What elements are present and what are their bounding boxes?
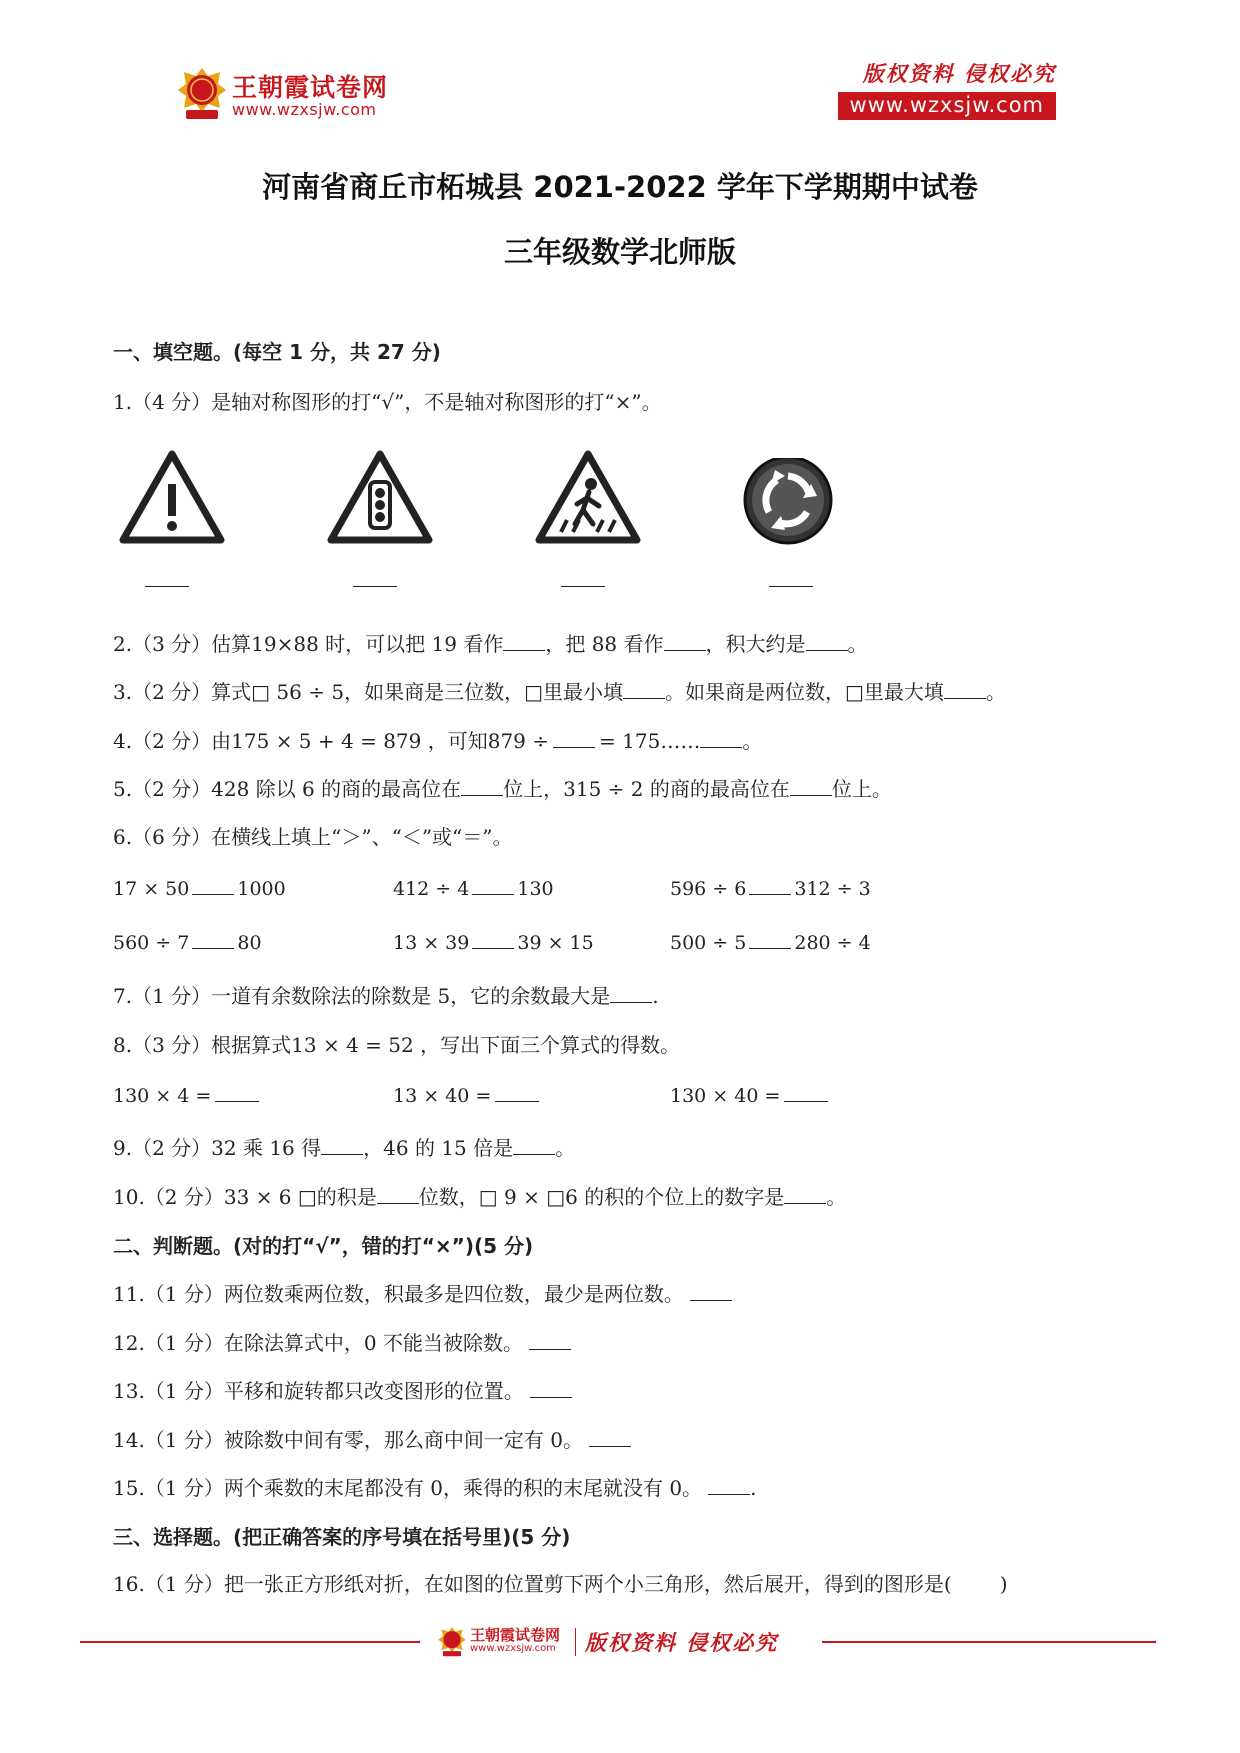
q9-blank-2[interactable] — [513, 1136, 555, 1155]
q9-text-c: 。 — [555, 1136, 576, 1160]
q5-blank-1[interactable] — [461, 777, 503, 796]
copyright-text: 版权资料 侵权必究 — [862, 61, 1056, 86]
q4-text-b: = 175…… — [599, 729, 701, 753]
question-13: 13.（1 分）平移和旋转都只改变图形的位置。 — [113, 1377, 572, 1405]
footer-emblem-icon — [437, 1626, 467, 1658]
q6-blank-4[interactable] — [192, 930, 234, 949]
q4-text-a: 4.（2 分）由175 × 5 + 4 = 879 ，可知879 ÷ — [113, 729, 550, 753]
q7-text-a: 7.（1 分）一道有余数除法的除数是 5，它的余数最大是 — [113, 984, 611, 1008]
exam-subtitle: 三年级数学北师版 — [503, 235, 736, 269]
question-2 — [113, 630, 868, 658]
question-10 — [113, 1183, 846, 1211]
footer-logo-url: www.wzxsjw.com — [470, 1643, 556, 1654]
q10-text-a: 10.（2 分）33 × 6 □的积是 — [113, 1185, 377, 1209]
q10-text-b: 位数，□ 9 × □6 的积的个位上的数字是 — [418, 1185, 785, 1209]
q2-text-c: ，积大约是 — [705, 632, 806, 656]
q2-text-a: 2.（3 分）估算19×88 时，可以把 19 看作 — [113, 632, 504, 656]
warning-sign-icon — [117, 448, 227, 548]
question-1: 1.（4 分）是轴对称图形的打“√”，不是轴对称图形的打“×”。 — [113, 390, 662, 414]
question-14: 14.（1 分）被除数中间有零，那么商中间一定有 0。 — [113, 1426, 631, 1454]
q6-item-5: 13 × 39 39 × 15 — [393, 932, 594, 954]
section1-heading: 一、填空题。(每空 1 分，共 27 分) — [113, 340, 441, 364]
q11-blank[interactable] — [690, 1282, 732, 1301]
footer-line-right — [822, 1641, 1156, 1643]
q6-blank-2[interactable] — [472, 876, 514, 895]
q15-blank[interactable] — [708, 1476, 750, 1495]
logo-url: www.wzxsjw.com — [232, 100, 377, 119]
q6-item-4: 560 ÷ 7 80 — [113, 932, 262, 954]
q6-item-6: 500 ÷ 5 280 ÷ 4 — [670, 932, 871, 954]
q8-blank-2[interactable] — [495, 1083, 539, 1102]
q4-text-c: 。 — [742, 729, 763, 753]
footer-line-left — [80, 1641, 420, 1643]
question-4 — [113, 727, 762, 755]
q5-text-c: 位上。 — [831, 777, 892, 801]
section3-heading: 三、选择题。(把正确答案的序号填在括号里)(5 分) — [113, 1525, 571, 1549]
q3-text-a: 3.（2 分）算式□ 56 ÷ 5，如果商是三位数，□里最小填 — [113, 680, 623, 704]
question-5 — [113, 775, 892, 803]
question-12: 12.（1 分）在除法算式中，0 不能当被除数。 — [113, 1329, 571, 1357]
q4-blank-1[interactable] — [553, 729, 595, 748]
q5-text-b: 位上，315 ÷ 2 的商的最高位在 — [503, 777, 790, 801]
q10-text-c: 。 — [826, 1185, 847, 1209]
q9-text-a: 9.（2 分）32 乘 16 得 — [113, 1136, 322, 1160]
q10-blank-2[interactable] — [784, 1185, 826, 1204]
footer-brand — [437, 1624, 817, 1660]
q8-blank-1[interactable] — [215, 1083, 259, 1102]
q5-text-a: 5.（2 分）428 除以 6 的商的最高位在 — [113, 777, 462, 801]
q13-blank[interactable] — [530, 1379, 572, 1398]
q5-blank-2[interactable] — [790, 777, 832, 796]
logo-emblem-icon — [176, 66, 228, 122]
exam-title: 河南省商丘市柘城县 2021-2022 学年下学期期中试卷 — [262, 170, 978, 204]
pedestrian-crossing-sign-icon — [533, 448, 643, 548]
question-16: 16.（1 分）把一张正方形纸对折，在如图的位置剪下两个小三角形，然后展开，得到的图形是( ) — [113, 1572, 1008, 1596]
question-9 — [113, 1134, 575, 1162]
q8-item-3: 130 × 40 = — [670, 1083, 828, 1109]
copyright-block — [816, 58, 1056, 120]
answer-blank-sign3[interactable] — [561, 586, 605, 587]
q2-blank-2[interactable] — [664, 632, 706, 651]
q6-blank-5[interactable] — [472, 930, 514, 949]
question-11: 11.（1 分）两位数乘两位数，积最多是四位数，最少是两位数。 — [113, 1280, 732, 1308]
q6-blank-1[interactable] — [192, 876, 234, 895]
q8-blank-3[interactable] — [784, 1083, 828, 1102]
q7-blank-1[interactable] — [610, 984, 652, 1003]
q14-blank[interactable] — [589, 1428, 631, 1447]
q2-text-d: 。 — [847, 632, 868, 656]
traffic-light-sign-icon — [325, 448, 435, 548]
q6-item-1: 17 × 50 1000 — [113, 878, 286, 900]
answer-blank-sign1[interactable] — [145, 586, 189, 587]
roundabout-sign-icon — [741, 458, 851, 558]
copyright-url: www.wzxsjw.com — [838, 92, 1056, 120]
question-7 — [113, 982, 659, 1010]
q6-blank-6[interactable] — [749, 930, 791, 949]
q4-blank-2[interactable] — [700, 729, 742, 748]
q6-blank-3[interactable] — [749, 876, 791, 895]
q3-text-b: 。如果商是两位数，□里最大填 — [664, 680, 944, 704]
header-logo — [176, 66, 406, 126]
question-6: 6.（6 分）在横线上填上“＞”、“＜”或“＝”。 — [113, 825, 513, 849]
q7-text-b: . — [652, 984, 659, 1008]
q3-text-c: 。 — [985, 680, 1006, 704]
question-3 — [113, 678, 1006, 706]
q8-item-2: 13 × 40 = — [393, 1083, 539, 1109]
answer-blank-sign2[interactable] — [353, 586, 397, 587]
q3-blank-1[interactable] — [623, 680, 665, 699]
q2-text-b: ，把 88 看作 — [545, 632, 664, 656]
footer-logo-name: 王朝霞试卷网 — [470, 1626, 561, 1644]
footer-separator — [575, 1628, 576, 1656]
section2-heading: 二、判断题。(对的打“√”，错的打“×”)(5 分) — [113, 1234, 534, 1258]
q12-blank[interactable] — [529, 1331, 571, 1350]
q2-blank-1[interactable] — [503, 632, 545, 651]
logo-name: 王朝霞试卷网 — [232, 73, 389, 102]
answer-blank-sign4[interactable] — [769, 586, 813, 587]
q10-blank-1[interactable] — [377, 1185, 419, 1204]
q9-text-b: ，46 的 15 倍是 — [363, 1136, 514, 1160]
q6-item-3: 596 ÷ 6 312 ÷ 3 — [670, 878, 871, 900]
q9-blank-1[interactable] — [321, 1136, 363, 1155]
q3-blank-2[interactable] — [944, 680, 986, 699]
q8-item-1: 130 × 4 = — [113, 1083, 259, 1109]
question-8: 8.（3 分）根据算式13 × 4 = 52 ，写出下面三个算式的得数。 — [113, 1033, 681, 1057]
footer-copyright: 版权资料 侵权必究 — [585, 1630, 779, 1655]
q2-blank-3[interactable] — [806, 632, 848, 651]
question-15: 15.（1 分）两个乘数的末尾都没有 0，乘得的积的末尾就没有 0。 . — [113, 1476, 757, 1500]
q6-item-2: 412 ÷ 4 130 — [393, 878, 554, 900]
